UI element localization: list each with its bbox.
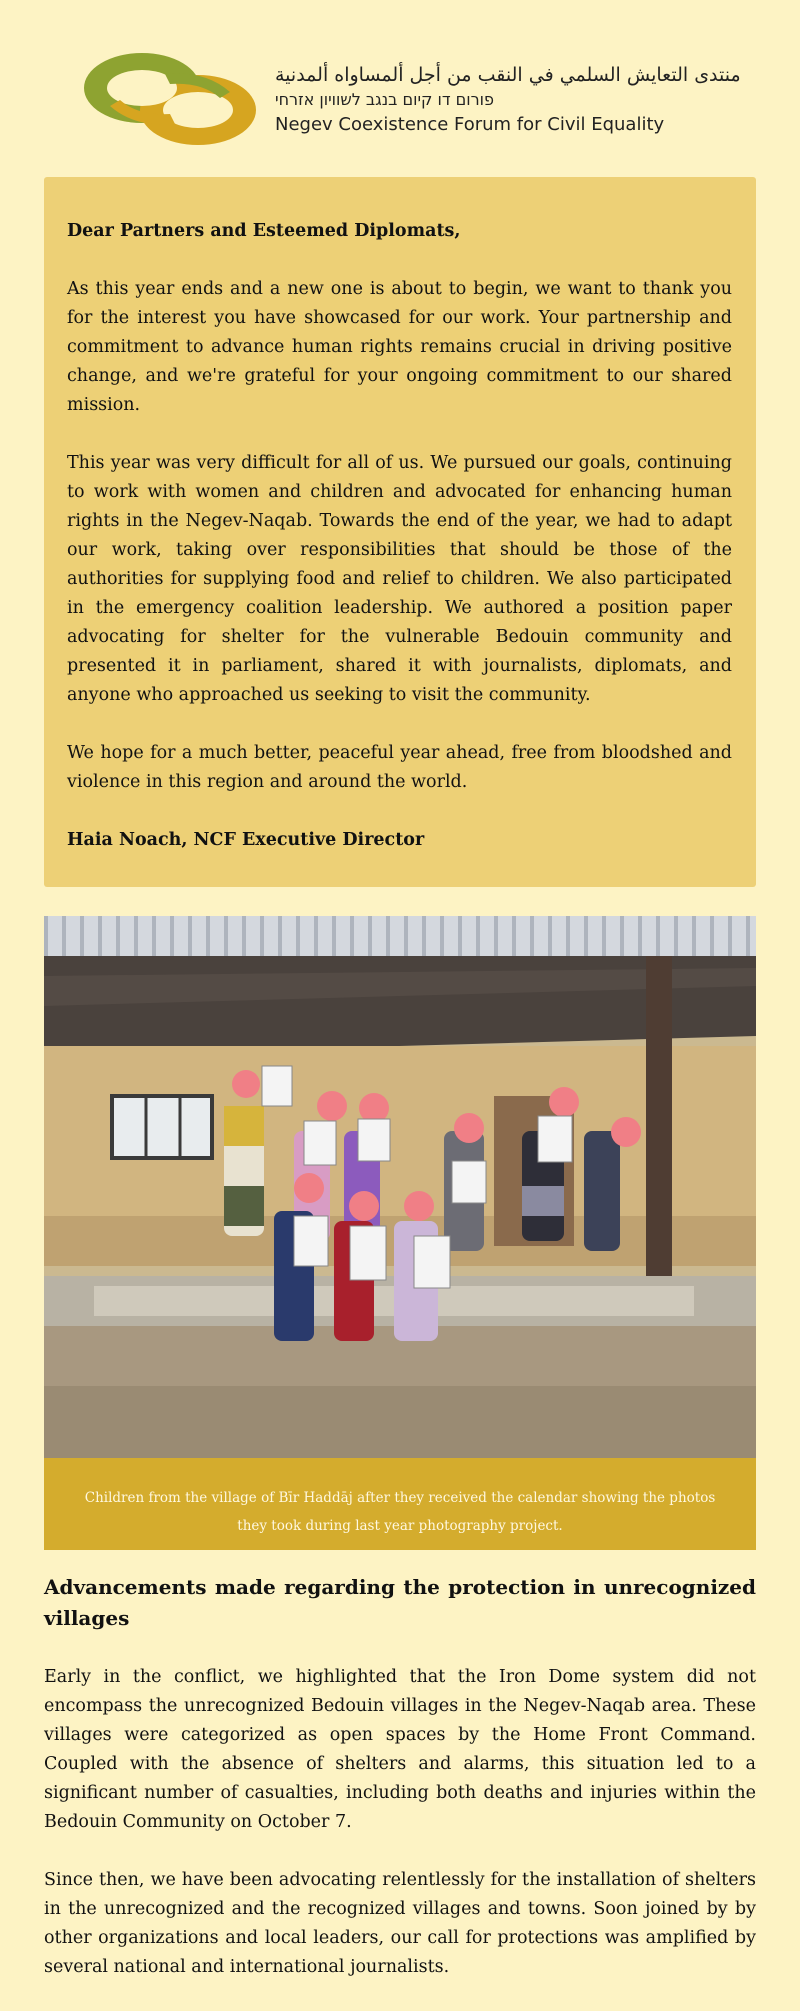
header — [0, 0, 800, 170]
section-protection — [44, 1572, 756, 2011]
photo-caption-box — [44, 1458, 756, 1550]
ncf-logo — [80, 48, 260, 148]
letter-paragraph: We hope for a much better, peaceful year ahead, free from bloodshed and violence in this region and around the world. — [67, 743, 732, 792]
organization-names — [275, 62, 745, 138]
org-name-hebrew: פורום דו קיום בנגב לשוויון אזרחי — [275, 90, 495, 109]
org-name-english: Negev Coexistence Forum for Civil Equality — [275, 114, 665, 135]
letter-greeting: Dear Partners and Esteemed Diplomats, — [67, 221, 461, 241]
section-paragraph: Since then, we have been advocating relentlessly for the installation of shelters in the unrecognized and the recognized villages and towns. Soon joined by by other organizations and local leaders, our call for protections was amplified by several national and international journalists. — [44, 1870, 756, 1977]
section-paragraph: Early in the conflict, we highlighted that the Iron Dome system did not encompass the unrecognized Bedouin villages in the Negev-Naqab area. These villages were categorized as open spaces by the Home Front Command. Coupled with the absence of shelters and alarms, this situation led to a significant number of casualties, including both deaths and injuries within the Bedouin Community on October 7. — [44, 1667, 756, 1832]
letter-paragraph: This year was very difficult for all of us. We pursued our goals, continuing to work with women and children and advocated for enhancing human rights in the Negev-Naqab. Towards the end of the year, we had to adapt our work, taking over responsibilities that should be those of the authorities for supplying food and relief to children. We also participated in the emergency coalition leadership. We authored a position paper advocating for shelter for the vulnerable Bedouin community and presented it in parliament, shared it with journalists, diplomats, and anyone who approached us seeking to visit the community. — [67, 453, 732, 705]
letter-box — [44, 177, 756, 887]
section-heading: Advancements made regarding the protection in unrecognized villages — [44, 1575, 756, 1630]
children-photo — [44, 916, 756, 1458]
photo-caption: Children from the village of Bīr Haddāj after they received the calendar showing the photos they took during last year photography project. — [84, 1490, 716, 1534]
org-name-arabic: منتدى التعايش السلمي في النقب من أجل ألمساواه ألمدنية — [275, 64, 741, 86]
letter-paragraph: As this year ends and a new one is about to begin, we want to thank you for the interest you have showcased for our work. Your partnership and commitment to advance human rights remains crucial in driving positive change, and we're grateful for your ongoing commitment to our shared mission. — [67, 279, 732, 415]
letter-signature: Haia Noach, NCF Executive Director — [67, 830, 425, 850]
